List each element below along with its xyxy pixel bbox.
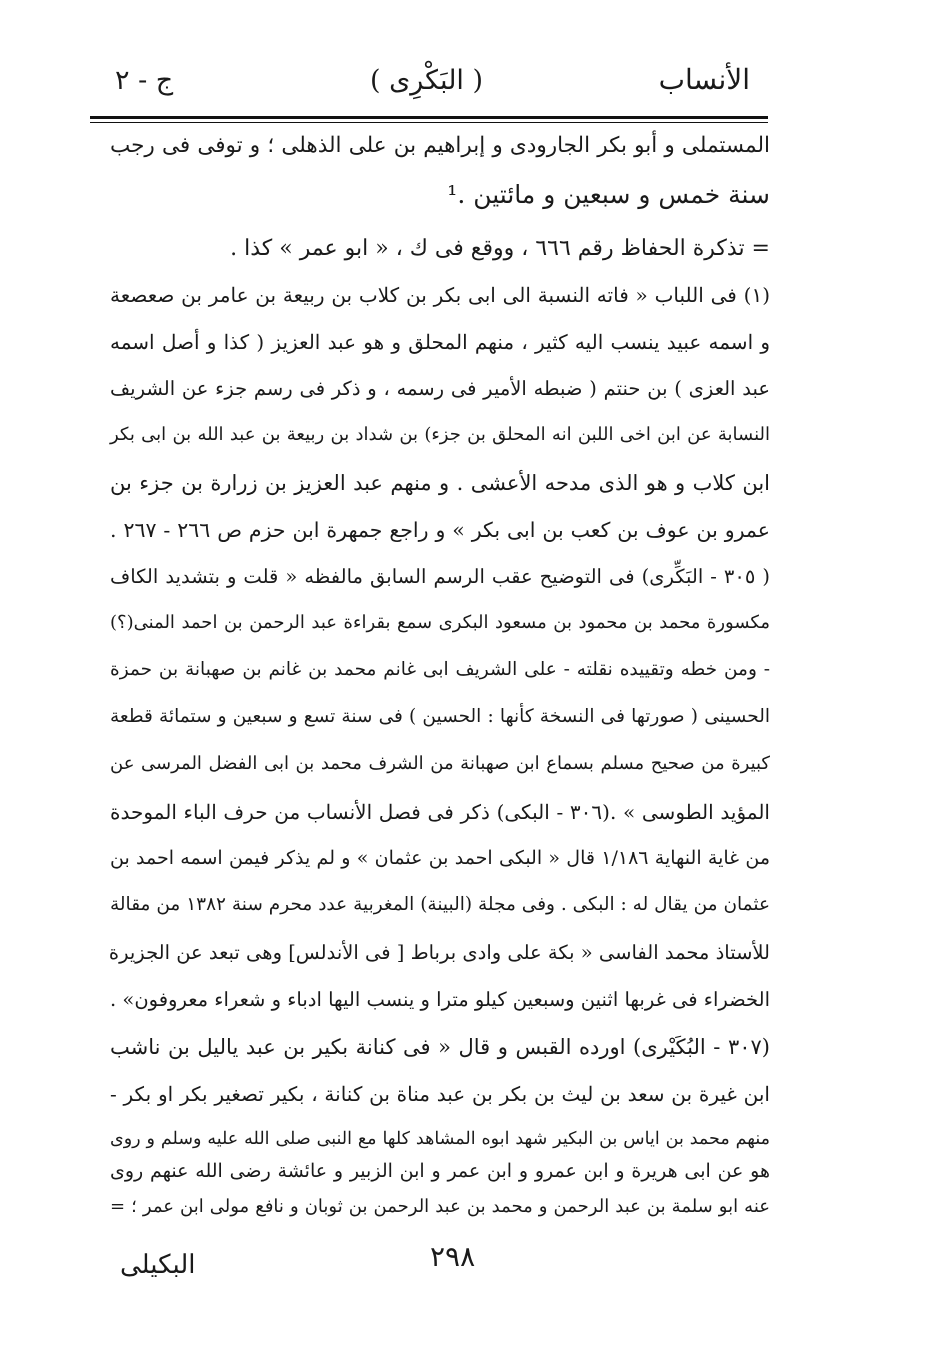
footnote-line: من غاية النهاية ١/١٨٦ قال « البكى احمد بن عثمان » و لم يذكر فيمن اسمه احمد بن (110, 847, 770, 869)
page-footer (95, 1235, 760, 1295)
footnote-continuation: = تذكرة الحفاظ رقم ٦٦٦ ، ووقع فى ك ، « ابو عمر » كذا . (230, 236, 770, 261)
footnote-line: هو عن ابى هريرة و ابن عمرو و ابن عمر و ابن الزبير و عائشة رضى الله عنهم روى (110, 1160, 770, 1182)
page-number: ٢٩٨ (430, 1240, 476, 1273)
volume-indicator: ج - ٢ (115, 65, 174, 96)
footnote-line: النسابة عن ابن اخى اللبن انه المحلق بن جزء) بن شداد بن ربيعة بن عبد الله بن ابى بكر (110, 424, 770, 445)
footnote-line: (١) فى اللباب « فاته النسبة الى ابى بكر بن كلاب بن ربيعة بن عامر بن صعصعة (110, 283, 770, 307)
main-text-line: المستملى و أبو بكر الجارودى و إبراهيم بن على الذهلى ؛ و توفى فى رجب (110, 133, 770, 158)
footnote-line: ابن غيرة بن سعد بن ليث بن بكر بن عبد مناة بن كنانة ، بكير تصغير بكر او بكر - (110, 1082, 770, 1106)
header-rule-thick (90, 116, 768, 119)
footnote-line: عثمان من يقال له : البكى . وفى مجلة (البينة) المغربية عدد محرم سنة ١٣٨٢ من مقالة (110, 894, 770, 915)
footnote-line: ( ٣٠٥ - البَكِّرى) فى التوضيح عقب الرسم السابق مالفظه « قلت و بتشديد الكاف (110, 565, 770, 588)
catchword: البكيلى (120, 1250, 196, 1280)
footnote-line: منهم محمد بن اياس بن البكير شهد ابوه المشاهد كلها مع النبى صلى الله عليه وسلم و روى (110, 1129, 770, 1149)
footnote-line: عبد العزى ) بن حنتم ( ضبطه الأمير فى رسمه ، و ذكر فى رسم جزء عن الشريف (110, 377, 770, 400)
running-header (95, 55, 760, 105)
header-rule-thin (90, 122, 768, 123)
footnote-line: (٣٠٧ - البُكَيْرى) اورده القبس و قال « فى كنانة بكير بن عبد ياليل بن ناشب (110, 1035, 770, 1059)
main-text-line: سنة خمس و سبعين و مائتين .¹ (447, 180, 770, 209)
footnote-line: ابن كلاب و هو الذى مدحه الأعشى . و منهم عبد العزيز بن زرارة بن جزء بن (110, 471, 770, 495)
footnote-line: الخضراء فى غربها اثنين وسبعين كيلو مترا و ينسب اليها ادباء و شعراء معروفون» . (110, 988, 770, 1011)
footnote-line: عمرو بن عوف بن كعب بن ابى بكر » و راجع جمهرة ابن حزم ص ٢٦٦ - ٢٦٧ . (110, 518, 770, 542)
footnote-line: المؤيد الطوسى » .(٣٠٦ - البكى) ذكر فى فصل الأنساب من حرف الباء الموحدة (110, 800, 770, 824)
footnote-line: كبيرة من صحيح مسلم بسماع ابن صهبانة من الشرف محمد بن ابى الفضل المرسى عن (110, 753, 770, 774)
footnote-line: مكسورة محمد بن محمود بن مسعود البكرى سمع بقراءة عبد الرحمن بن احمد المنى(؟) (110, 612, 770, 633)
book-title: الأنساب (658, 63, 750, 96)
entry-heading: ( البَكْرِى ) (370, 65, 484, 96)
footnote-line: عنه ابو سلمة بن عبد الرحمن و محمد بن عبد الرحمن بن ثوبان و نافع مولى ابن عمر ؛ = (110, 1196, 770, 1217)
footnote-line: - ومن خطه وتقييده نقلته - على الشريف ابى غانم محمد بن غانم بن صهبانة بن حمزة (110, 659, 770, 680)
footnote-line: الحسينى ( صورتها فى النسخة كأنها : الحسين ) فى سنة تسع و سبعين و ستمائة قطعة (110, 706, 770, 727)
footnote-line: للأستاذ محمد الفاسى « بكة على وادى برباط [ فى الأندلس] وهى تبعد عن الجزيرة (108, 941, 770, 964)
footnote-line: و اسمه عبيد ينسب اليه كثير ، منهم المحلق و هو عبد العزيز ( كذا و أصل اسمه (110, 330, 770, 354)
